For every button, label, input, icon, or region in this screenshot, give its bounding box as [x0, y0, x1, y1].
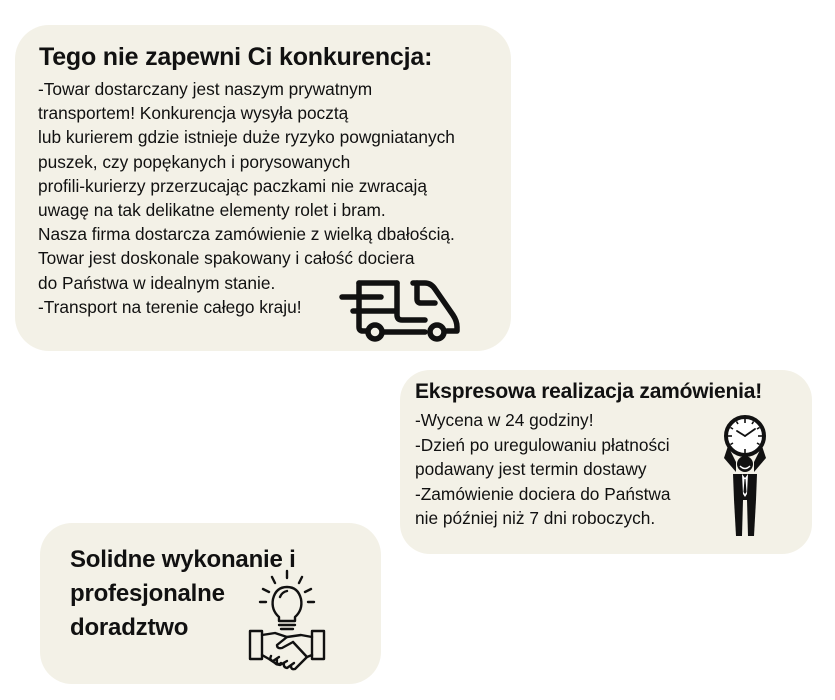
title-line: profesjonalne — [70, 580, 225, 607]
express-title: Ekspresowa realizacja zamówienia! — [415, 380, 763, 403]
body-line: profili-kurierzy przerzucając paczkami nie zwracają — [38, 175, 427, 196]
body-line: podawany jest termin dostawy — [415, 459, 647, 479]
body-line: -Wycena w 24 godziny! — [415, 410, 594, 430]
lightbulb-handshake-icon — [247, 569, 327, 673]
body-line: -Towar dostarczany jest naszym prywatnym — [38, 79, 373, 99]
title-line: doradztwo — [70, 614, 189, 641]
express-body — [415, 408, 671, 531]
body-line: Nasza firma dostarcza zamówienie z wielką dbałością. — [38, 224, 455, 245]
body-line: do Państwa w idealnym stanie. — [38, 272, 276, 293]
body-line: transportem! Konkurencja wysyła pocztą — [38, 103, 349, 124]
title-line: Solidne wykonanie i — [70, 546, 296, 573]
quality-card — [40, 523, 381, 684]
body-line: puszek, czy popękanych i porysowanych — [38, 151, 351, 172]
body-line: -Dzień po uregulowaniu płatności — [415, 434, 670, 455]
competition-title: Tego nie zapewni Ci konkurencja: — [39, 43, 433, 71]
express-card — [400, 370, 812, 554]
body-line: lub kurierem gdzie istnieje duże ryzyko powgniatanych — [38, 127, 455, 148]
man-holding-clock-icon — [718, 414, 772, 538]
competition-card — [15, 25, 511, 351]
body-line: nie później niż 7 dni roboczych. — [415, 508, 656, 528]
delivery-truck-icon — [339, 275, 461, 343]
body-line: -Transport na terenie całego kraju! — [38, 296, 302, 317]
body-line: uwagę na tak delikatne elementy rolet i bram. — [38, 200, 386, 221]
body-line: -Zamówienie dociera do Państwa — [415, 483, 671, 504]
body-line: Towar jest doskonale spakowany i całość dociera — [38, 248, 415, 269]
